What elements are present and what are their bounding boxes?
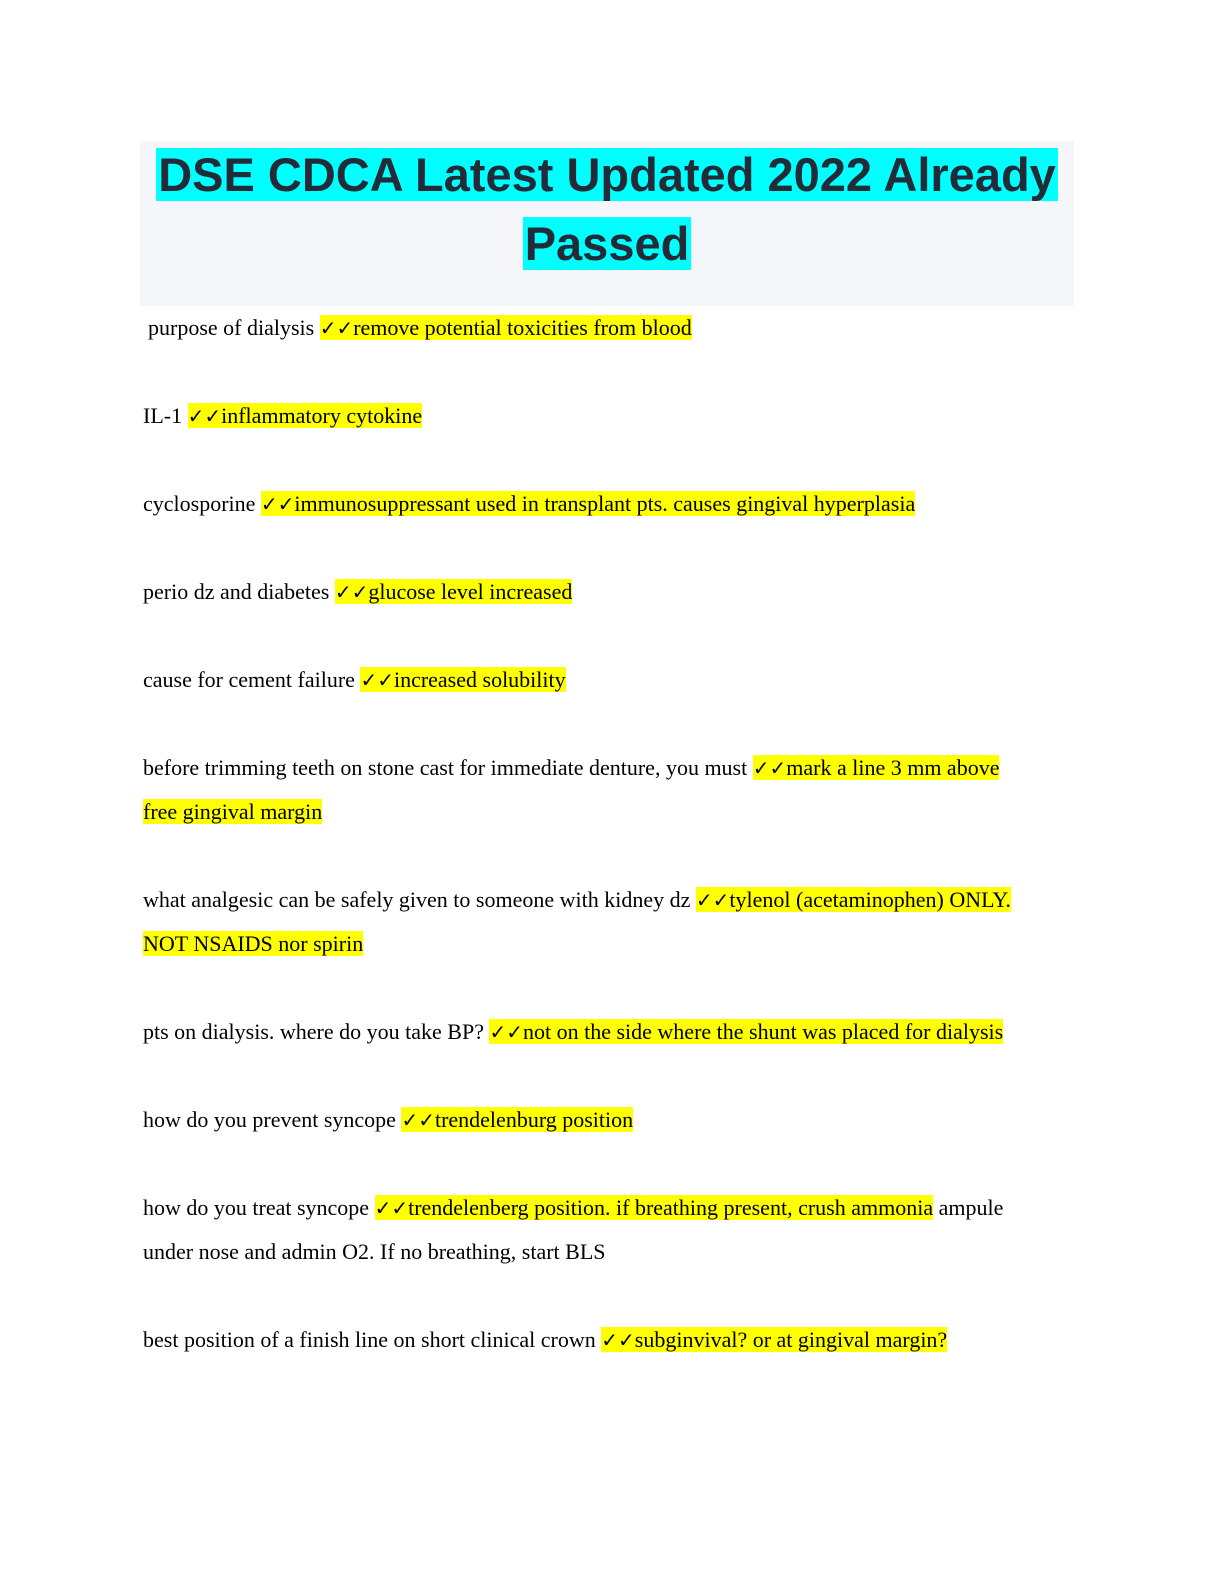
- answer-highlight: [320, 315, 692, 340]
- question-text: pts on dialysis. where do you take BP?: [143, 1019, 484, 1044]
- qa-item: [143, 1098, 1023, 1142]
- page-title: [140, 141, 1074, 284]
- double-check-icon: ✓✓: [401, 1108, 435, 1132]
- answer-text: trendelenberg position. if breathing present, crush ammonia: [408, 1195, 934, 1220]
- answer-text: remove potential toxicities from blood: [353, 315, 692, 340]
- answer-highlight: [261, 491, 915, 516]
- answer-highlight: [401, 1107, 633, 1132]
- question-text: IL-1: [143, 403, 183, 428]
- answer-highlight: [601, 1327, 947, 1352]
- question-text: what analgesic can be safely given to someone with kidney dz: [143, 887, 691, 912]
- answer-highlight: [489, 1019, 1003, 1044]
- double-check-icon: ✓✓: [489, 1020, 523, 1044]
- qa-item: [143, 306, 1023, 350]
- question-text: before trimming teeth on stone cast for immediate denture, you must: [143, 755, 748, 780]
- question-text: how do you prevent syncope: [143, 1107, 396, 1132]
- qa-list: [143, 306, 1023, 1406]
- double-check-icon: ✓✓: [360, 668, 394, 692]
- answer-text: trendelenburg position: [434, 1107, 634, 1132]
- title-line-1: DSE CDCA Latest Updated 2022 Already: [158, 148, 1056, 201]
- answer-text: tylenol (acetaminophen) ONLY. NOT NSAIDS nor spirin: [143, 887, 1011, 956]
- qa-item: [143, 1010, 1023, 1054]
- answer-text: glucose level increased: [368, 579, 573, 604]
- double-check-icon: ✓✓: [752, 756, 787, 780]
- question-text: perio dz and diabetes: [143, 579, 330, 604]
- question-text: purpose of dialysis: [148, 315, 315, 340]
- title-line-2: Passed: [524, 217, 690, 270]
- answer-text: immunosuppressant used in transplant pts. causes gingival hyperplasia: [294, 491, 916, 516]
- qa-item: [143, 482, 1023, 526]
- qa-item: [143, 1186, 1023, 1274]
- answer-highlight: [360, 667, 565, 692]
- double-check-icon: ✓✓: [187, 404, 222, 428]
- answer-highlight: [335, 579, 573, 604]
- double-check-icon: ✓✓: [601, 1328, 635, 1352]
- qa-item: [143, 570, 1023, 614]
- qa-item: [143, 746, 1023, 834]
- question-text: cyclosporine: [143, 491, 256, 516]
- answer-text: mark a line 3 mm above free gingival margin: [143, 755, 1000, 824]
- answer-highlight: [375, 1195, 934, 1220]
- answer-text: not on the side where the shunt was placed for dialysis: [522, 1019, 1004, 1044]
- answer-text: inflammatory cytokine: [221, 403, 423, 428]
- question-text: best position of a finish line on short clinical crown: [143, 1327, 596, 1352]
- double-check-icon: ✓✓: [695, 888, 730, 912]
- qa-item: [143, 1318, 1023, 1362]
- answer-continuation: ampule under nose and admin O2. If no breathing, start BLS: [143, 1195, 1004, 1264]
- question-text: how do you treat syncope: [143, 1195, 370, 1220]
- title-panel: [140, 141, 1074, 306]
- qa-item: [143, 658, 1023, 702]
- double-check-icon: ✓✓: [374, 1196, 409, 1220]
- answer-text: increased solubility: [393, 667, 566, 692]
- qa-item: [143, 878, 1023, 966]
- answer-text: subginvival? or at gingival margin?: [634, 1327, 948, 1352]
- double-check-icon: ✓✓: [334, 580, 369, 604]
- qa-item: [143, 394, 1023, 438]
- double-check-icon: ✓✓: [319, 316, 354, 340]
- double-check-icon: ✓✓: [260, 492, 295, 516]
- answer-highlight: [188, 403, 423, 428]
- question-text: cause for cement failure: [143, 667, 355, 692]
